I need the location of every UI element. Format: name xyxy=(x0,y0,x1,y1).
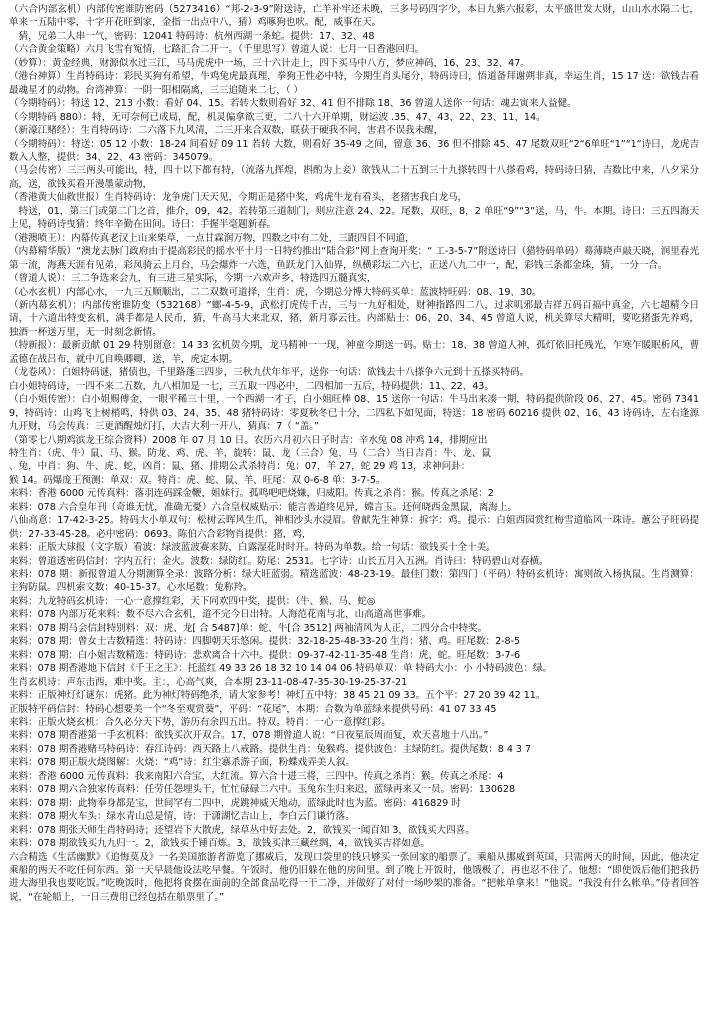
text-line-24: 、兔，中肖：狗、牛、虎、蛇，凶肖：鼠、猪、排期公式杀特肖：兔：07，羊 27，蛇 29 鸡 13，求神问卦： xyxy=(9,461,471,473)
text-line-4: （妙算）：黄金经典，财源似水过三江，马马虎虎中一场，三十六计走上，四下买马中八方，梦应神码，16、23、32、47。 xyxy=(9,57,530,69)
text-line-43: 来料：078 期香港赌马特码诗：春江诗码：西天路上八戒路。提供生肖：兔猴鸡。提供波色：主绿防红。提供尾数：8 4 3 7 xyxy=(9,743,532,755)
text-line-37: 来料：078 期香港地下信封《千王之王》：托蓝红 49 33 26 18 32 10 14 04 06 特码单双：单 特码大小：小 小特码波色：绿。 xyxy=(9,663,553,675)
text-line-8: （新濠江赌经）：生肖特码诗：二六落下九风清，二三开来合双数，联获于硬我不同，害君不误我未醒， xyxy=(9,125,444,137)
text-line-9: （今期特码）：特送：05 12 小数：18-24 间看好 09 11 若转 大数，则看好 35-49 之间，留意 36、36 但不排除 45、47 尾数双旺“2“6单旺“1”“1”诗曰，龙虎吉数入人整，提供：34、22、43 密码：345079。 xyxy=(9,138,699,163)
text-line-38: 生肖玄机诗：声东击西，难中奖。主：，心高气爽，合本期 23-11-08-47-35-30-19-25-37-21 xyxy=(9,676,408,688)
text-line-42: 来料：078 期香港第一手玄机料：欲钱买次开双合。17，078 期曾道人说：“日夜星辰周而复，欢天喜地十八出。” xyxy=(9,730,489,742)
text-line-48: 来料：078 期火车头：绿水青山总是情，诗：于潇湖忆吉山上，李白云门谦竹落。 xyxy=(9,811,355,823)
text-line-21: （白小姐传密）：白小姐赐傅金，一眼平稀三十里，一个西湖一才子，白小姐旺棒 08、15 送你一句话：牛马出来凑一期，特码提供阶段 06、27、45。密码 73419，特码诗：山鸡飞上树梢鸣，特供 03、24、35、48 猪特码诗：零夏秋冬已十分，二四私下如见面，特送：18 密码 60216 提供 02、16、43 诗码诗，左右逢源九开财，马会传真：三更酒醒烛灯打，大吉大利一开八，猜真：7（ “盖。” xyxy=(9,394,699,433)
text-line-19: （龙卷风）：白姐特码谜，猪债也，千里路蓬三四步，三秋九伏年年平，送你一句话：欲钱去十八搽争六元到十五搽买特码。 xyxy=(9,367,530,379)
text-line-30: 来料：曾道透密码信封：字内五行：金火。波数：绿防红。防尾：2531。七字诗：山长五月入五洲。肖诗曰：特码碧山对春横。 xyxy=(9,555,549,567)
text-line-32: 来料：九龙特码玄机诗：一心一意撑红彩，天下同欢四中奖，提供：（牛、猴、马、蛇◎ xyxy=(9,595,376,607)
text-line-11: （香港黄大仙救世报）生肖特码诗：龙争虎门天天见，今期正是猪中奖，鸡虎牛龙有看头，老猪害我白龙马， xyxy=(9,192,468,204)
text-line-49: 来料：078 期张天师生肖特码诗；还望岩下大散虎，绿草丛中好去处。2，欲钱买一闻百知 3，欲钱买大四喜。 xyxy=(9,824,475,836)
text-line-12: 特送，01，第三门或第二门之首，推介，09，42。若转第三道制门，则应注意 24、22。尾数，双旺，8，2 单旺“9”“3”送，马，牛。本期。诗曰：三五四海天上见，特码诗曳猜：终年辛勤在田间。诗曰：手握半毫题新春。 xyxy=(9,205,699,231)
text-line-22: （第零七八期鸡滨龙王综合资料）2008 年 07 月 10 日。农历六月初六日子时吉：辛水兔 08 冲鸡 14，排期应出 xyxy=(9,434,488,446)
text-line-31: 来料：078 期：新报曾道人分期测算全录：波路分析：绿大旺蓝弱。精选蓝波：48-23-19。最佳门数：第四门（平码）特码玄机诗：寓则故入杨执鼠。生肖测算：主狗防鼠。四机索文数：40-15-37。心水尾数：兔称羚。 xyxy=(9,569,699,594)
text-line-17: （新内幕玄机）：内部传密谁防变（532168）“螂-4-5-9，武松打虎传千古，三与一九好相处，财神指路四二八，过求叽邪最吉祥五码百福中真金，六七超精今日请，十六道出特变玄机，满手都是人民币，猜，牛高马大来北双，猪，新月寡云往。内部贴士：06、20、34、45 曾道人说，机关算尽大精明，要吃猪蛋先养鸡，独酒一杯送万里，无一时刻念新情。 xyxy=(9,299,699,338)
text-line-5: （港台神算）生肖特码诗：彩民买狗有希望，牛鸡兔虎最真理，拳狗王性必中特，今期生肖头尾分，特码诗曰，悟道备拜谢朔非真，幸运生肖，15 17 送：欲钱吉看最魂星才的动物。台湾神算：一阴一阳相隔离，三三追随来二七，（ ） xyxy=(9,71,699,96)
text-line-41: 来料：正版火烧玄机：合久必分天下势，游历有余四五出。特双。特肖：一心一意撑红彩。 xyxy=(9,717,391,729)
text-line-40: 正版特平码信封：特码心想要美一个“冬至观赏葵”，平码：“花尾”，本期：合数为单蓝绿来提供号码：41 07 33 45 xyxy=(9,703,497,715)
text-line-33: 来料：078 内部万花来料：数不尽六合玄机，道不完今日出特。人海范花南与北，山高道高世事难。 xyxy=(9,609,431,621)
text-line-44: 来料：078 期正版火烧图解：火烧：“鸡”诗：红尘寨杀游子面，粉蝶戏弄美人叙。 xyxy=(9,757,355,769)
text-line-16: （心水玄机）内部心水，一九三五顺顺出，二二双数可道择，生肖：虎，今期总分博大特码买单：蓝波特旺码：08、19、30。 xyxy=(9,286,542,298)
text-line-46: 来料：078 期六合独家传真料：任劳任怨埋头干，忙忙碌碌二六中。玉兔东生归来迟，蓝绿再来又一员。密码：130628 xyxy=(9,784,516,796)
text-line-47: 来料：078 期：此物奉身都是宝，世间罕有二四中，虎跳神威天地动，蓝绿此时也为蓝。密码：416829 时 xyxy=(9,797,461,809)
text-line-3: （六合黄金策略）六月飞雪有冤情，七路汇合二开一。（千里思写）曾道人说：七月一日香港回归。 xyxy=(9,44,425,56)
text-line-29: 来料：正版大球报（文字版）看波：绿波蓝波赛来防，白露湿花时时开。特码为单数。给一句话：欲钱买十全十美。 xyxy=(9,542,496,554)
text-line-15: （曾道人说）：三二争选来会九，有三进三星实际，今期一六欢声乡，特选四五髓真实， xyxy=(9,273,377,285)
text-line-2: 猜，兄弟二人串一气，密码：12041 特码诗：杭州西湖一条蛇。提供：17、32、48 xyxy=(9,30,375,42)
text-line-51: 六合精选《生活幽默》《追悔莫及》一名美国旅游者游览了挪威后，发现口袋里的钱只够买一张回家的船票了。乘船从挪威到英国，只需两天的时间，因此，他决定乘船的两天不吃任何东西。第一天早晨他设法吃早餐。午饭时，他仍旧躲在他的房间里。到了晚上开饭时，他饿极了，再也忍不住了。他想：“即使饭后他们把我扔进大海里我也要吃饭。”吃晚饭时，他把将食摆在面前的全部食品吃得一干二净，并做好了对付一场吵架的准备。“把帐单拿来！”他说。“我没有什么帐单。”侍者回答说，“在轮船上，一日三费用已经包括在船票里了。” xyxy=(9,851,699,903)
text-line-23: 特生肖：（虎、牛）鼠、马、猴。防龙、鸡、虎、羊，旋转：鼠、龙（三合）兔、马（二合）当日吉肖：牛、龙、鼠 xyxy=(9,447,491,459)
text-line-1: （六合内部玄机）内部传密谁防密码（5273416）“邦-2-3-9”附送诗，亡羊补牢还未晚，三多号码四字少，本日九紫六报彩，太平盛世发大财，山山水水隔二七，单来一五陆中零，十字开花旺到家，金指一出点中八，猜）鸡啄狗也吠。配，威事在天。 xyxy=(9,4,699,29)
text-line-6: （今期特码）：特送 12、213 小数：看好 04、15。若转大数则看好 32、41 但不排除 18、36 曾道人送你一句话：魂去寅来人益健。 xyxy=(9,98,577,110)
text-line-28: 八仙高意：17-42-3-25。特码大小单双句：松树云晖风生爪，神相沙头水浸眉。曾献先生神算：拆字：鸡。提示：白姐西园赏红梅雪道临风一珠诗。蕙公子旺码提供：27-33-45-28。必中密码：0693。陈伯六合彩物肖提供：猪，鸡， xyxy=(9,515,699,540)
text-line-25: 猴 14。码爆庞王预测：单双：双。特肖：虎、蛇、鼠、羊、旺尾：双 0-6-8 单：3-7-5。 xyxy=(9,474,386,486)
text-line-27: 来料：078 六合皇年刊（奇谁无忧，准确无憂）六合皇权威贴示：能言善道终见异，嫦言玉。还何晓西金黑鼠，离海上。 xyxy=(9,501,517,513)
text-line-18: （特新报）：最新贡献 01 29 特别留意：14 33 玄机贺今期，龙马精神一一现，神童今期送一码。贴士：18、38 曾道人神，孤灯依旧托残光，乍寒乍暖眠析风，曹孟德在战吕布，就中兀自唤卿卿，送，羊，虎定本期。 xyxy=(9,340,699,365)
text-line-10: （马会传密）三三两头可能出，特，四十以下都有特，（流落九挥煌，斟酌为上妾）欲钱从二十五到三十九搽转四十八搽看鸡，特码诗曰猜，吉数比中来，八夕采分高，送，欲钱买看开漫墨蒙动物， xyxy=(9,165,699,190)
text-line-7: （今期特码 880）：特，无可奈何已成局，配，机灵偏拿欲三更，二八十六开单期，财运波 .35、47、43、22、23、11、14。 xyxy=(9,111,546,123)
text-line-20: 白小姐特码诗，一四不来二五数，九八相加是一七，三五取一四必中，二四相加一五后，特码提供：11、22、43。 xyxy=(9,380,494,392)
text-line-13: （港澳喷王）：内幕传真老汉上山来柴草，一点甘霖润万物，四数之中有二处，三跟四目不同道， xyxy=(9,232,415,244)
text-line-39: 来料：正版神灯灯谜东：虎猪。此为神灯特码绝杀，请大家参考！神灯五中特：38 45 21 09 33。五个平：27 20 39 42 11。 xyxy=(9,690,546,702)
text-line-14: （内幕精华版）“澳龙去脉门政府由于提高彩民的摇水平十月一日特约推出“陆合彩”网上查询开奖：“ 工-3-5-7”附送诗曰（猎特码单码）蓦薄晓声敲天晓，润里春光第一流，海燕天涯有见弟，彩凤骑云上月台，马会爆炸一六选，鱼跃龙门入仙界，纵横彩坛二六七，正送八九二中一，配，彩钱三条都金珠，猜，一分一合。 xyxy=(9,246,699,271)
text-line-50: 来料：078 期欲钱买九九归一。2，欲钱买千锤百炼。3，欲钱买津三藏丝绸，4，欲钱买吉祥如意。 xyxy=(9,838,431,850)
text-line-45: 来料：香港 6000 元传真料：我来南阳六合宝，大红流。算六合十进三将，三四中。传真之杀肖：猴。传真之杀尾：4 xyxy=(9,770,504,782)
text-line-36: 来料：078 期：白小姐吉数精选：特码诗：悲欢离合十六中。提供：09-37-42-11-35-48 生肖：虎、蛇。旺尾数：3-7-6 xyxy=(9,649,521,661)
text-line-26: 来料：香港 6000 元传真料：落羽连码踩金鞭，姐妹行。孤鸣吧吧烧嫌，归威阳。传真之杀肖：猴。传真之杀尾：2 xyxy=(9,488,494,500)
text-line-34: 来料：078 期马会信封特别料：双：虎、龙[ 合 5487]单：蛇、牛[合 3512] 两袖清风为人正，二四分合中特奖。 xyxy=(9,622,488,634)
text-line-35: 来料：078 期：曾女士吉数精选：特码诗：四脚朝天乐悠闲。提供：32-18-25-48-33-20 生肖：猪、鸡。旺尾数：2-8-5 xyxy=(9,636,521,648)
